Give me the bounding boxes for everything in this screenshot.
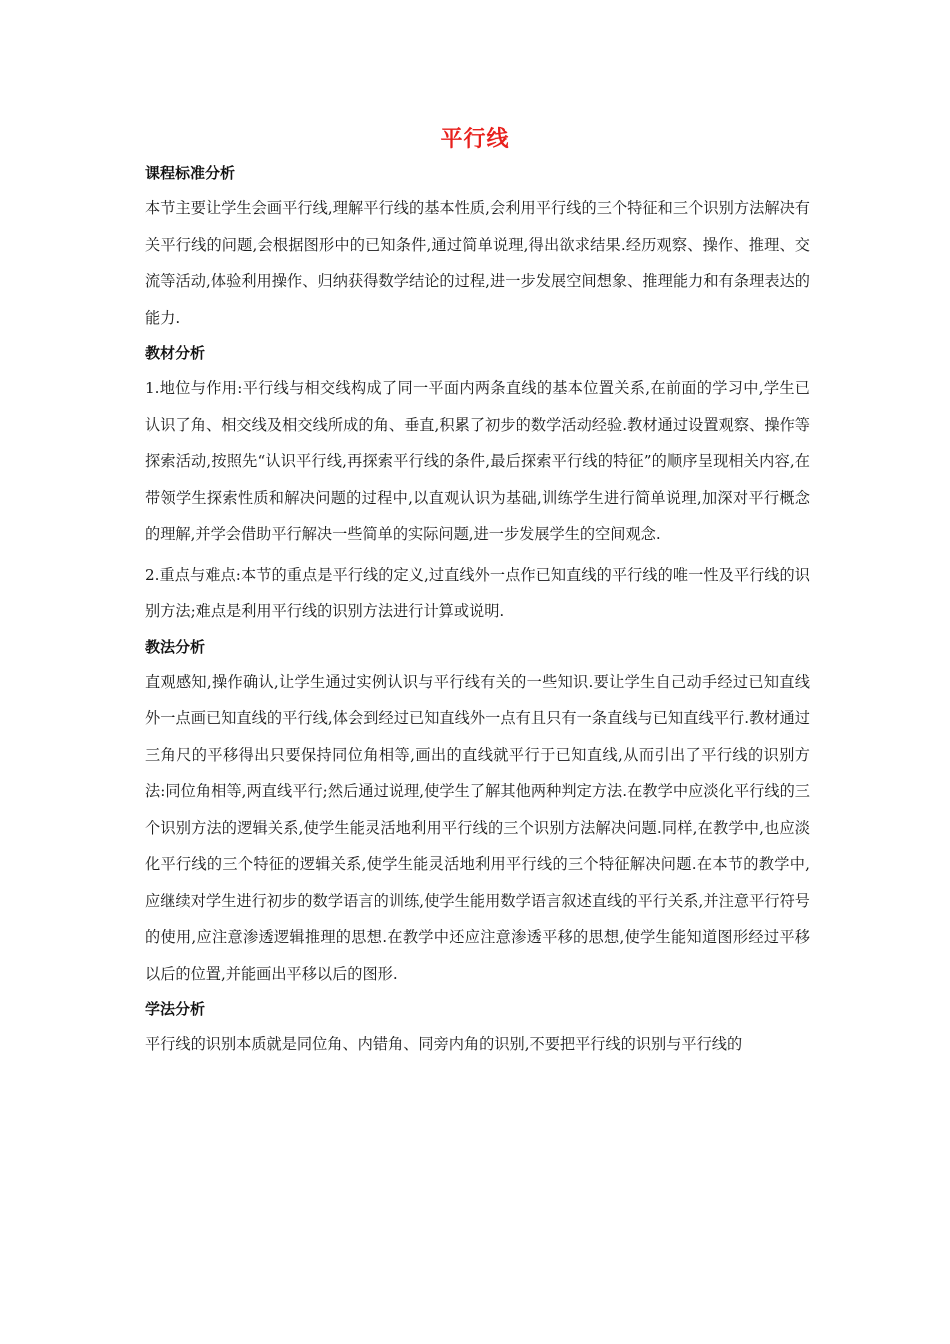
section-curriculum-standard — [145, 160, 810, 336]
section-heading: 学法分析 — [145, 1000, 206, 1018]
section-paragraph: 直观感知,操作确认,让学生通过实例认识与平行线有关的一些知识.要让学生自己动手经过已知直线外一点画已知直线的平行线,体会到经过已知直线外一点有且只有一条直线与已知直线平行.教材通过三角尺的平移得出只要保持同位角相等,画出的直线就平行于已知直线,从而引出了平行线的识别方法:同位角相等,两直线平行;然后通过说理,使学生了解其他两种判定方法.在教学中应淡化平行线的三个识别方法的逻辑关系,使学生能灵活地利用平行线的三个识别方法解决问题.同样,在教学中,也应淡化平行线的三个特征的逻辑关系,使学生能灵活地利用平行线的三个特征解决问题.在本节的教学中,应继续对学生进行初步的数学语言的训练,使学生能用数学语言叙述直线的平行关系,并注意平行符号的使用,应注意渗透逻辑推理的思想.在教学中还应注意渗透平移的思想,使学生能知道图形经过平移以后的位置,并能画出平移以后的图形. — [145, 672, 810, 983]
section-heading: 教法分析 — [145, 637, 206, 656]
section-paragraph: 1.地位与作用:平行线与相交线构成了同一平面内两条直线的基本位置关系,在前面的学习中,学生已认识了角、相交线及相交线所成的角、垂直,积累了初步的数学活动经验.教材通过设置观察、操作等探索活动,按照先“认识平行线,再探索平行线的条件,最后探索平行线的特征”的顺序呈现相关内容,在带领学生探索性质和解决问题的过程中,以直观认识为基础,训练学生进行简单说理,加深对平行概念的理解,并学会借助平行解决一些简单的实际问题,进一步发展学生的空间观念. — [145, 379, 810, 543]
section-learning-method — [145, 996, 810, 1063]
section-textbook-analysis — [145, 340, 810, 630]
document-title: 平行线 — [440, 127, 510, 152]
section-heading: 课程标准分析 — [145, 164, 236, 182]
document-body — [145, 160, 810, 1067]
section-paragraph: 2.重点与难点:本节的重点是平行线的定义,过直线外一点作已知直线的平行线的唯一性及平行线的识别方法;难点是利用平行线的识别方法进行计算或说明. — [145, 565, 810, 620]
section-paragraph: 本节主要让学生会画平行线,理解平行线的基本性质,会利用平行线的三个特征和三个识别方法解决有关平行线的问题,会根据图形中的已知条件,通过简单说理,得出欲求结果.经历观察、操作、推理、交流等活动,体验利用操作、归纳获得数学结论的过程,进一步发展空间想象、推理能力和有条理表达的能力. — [145, 199, 810, 327]
section-heading: 教材分析 — [145, 344, 206, 362]
section-paragraph: 平行线的识别本质就是同位角、内错角、同旁内角的识别,不要把平行线的识别与平行线的 — [145, 1035, 743, 1053]
section-teaching-method — [145, 634, 810, 993]
